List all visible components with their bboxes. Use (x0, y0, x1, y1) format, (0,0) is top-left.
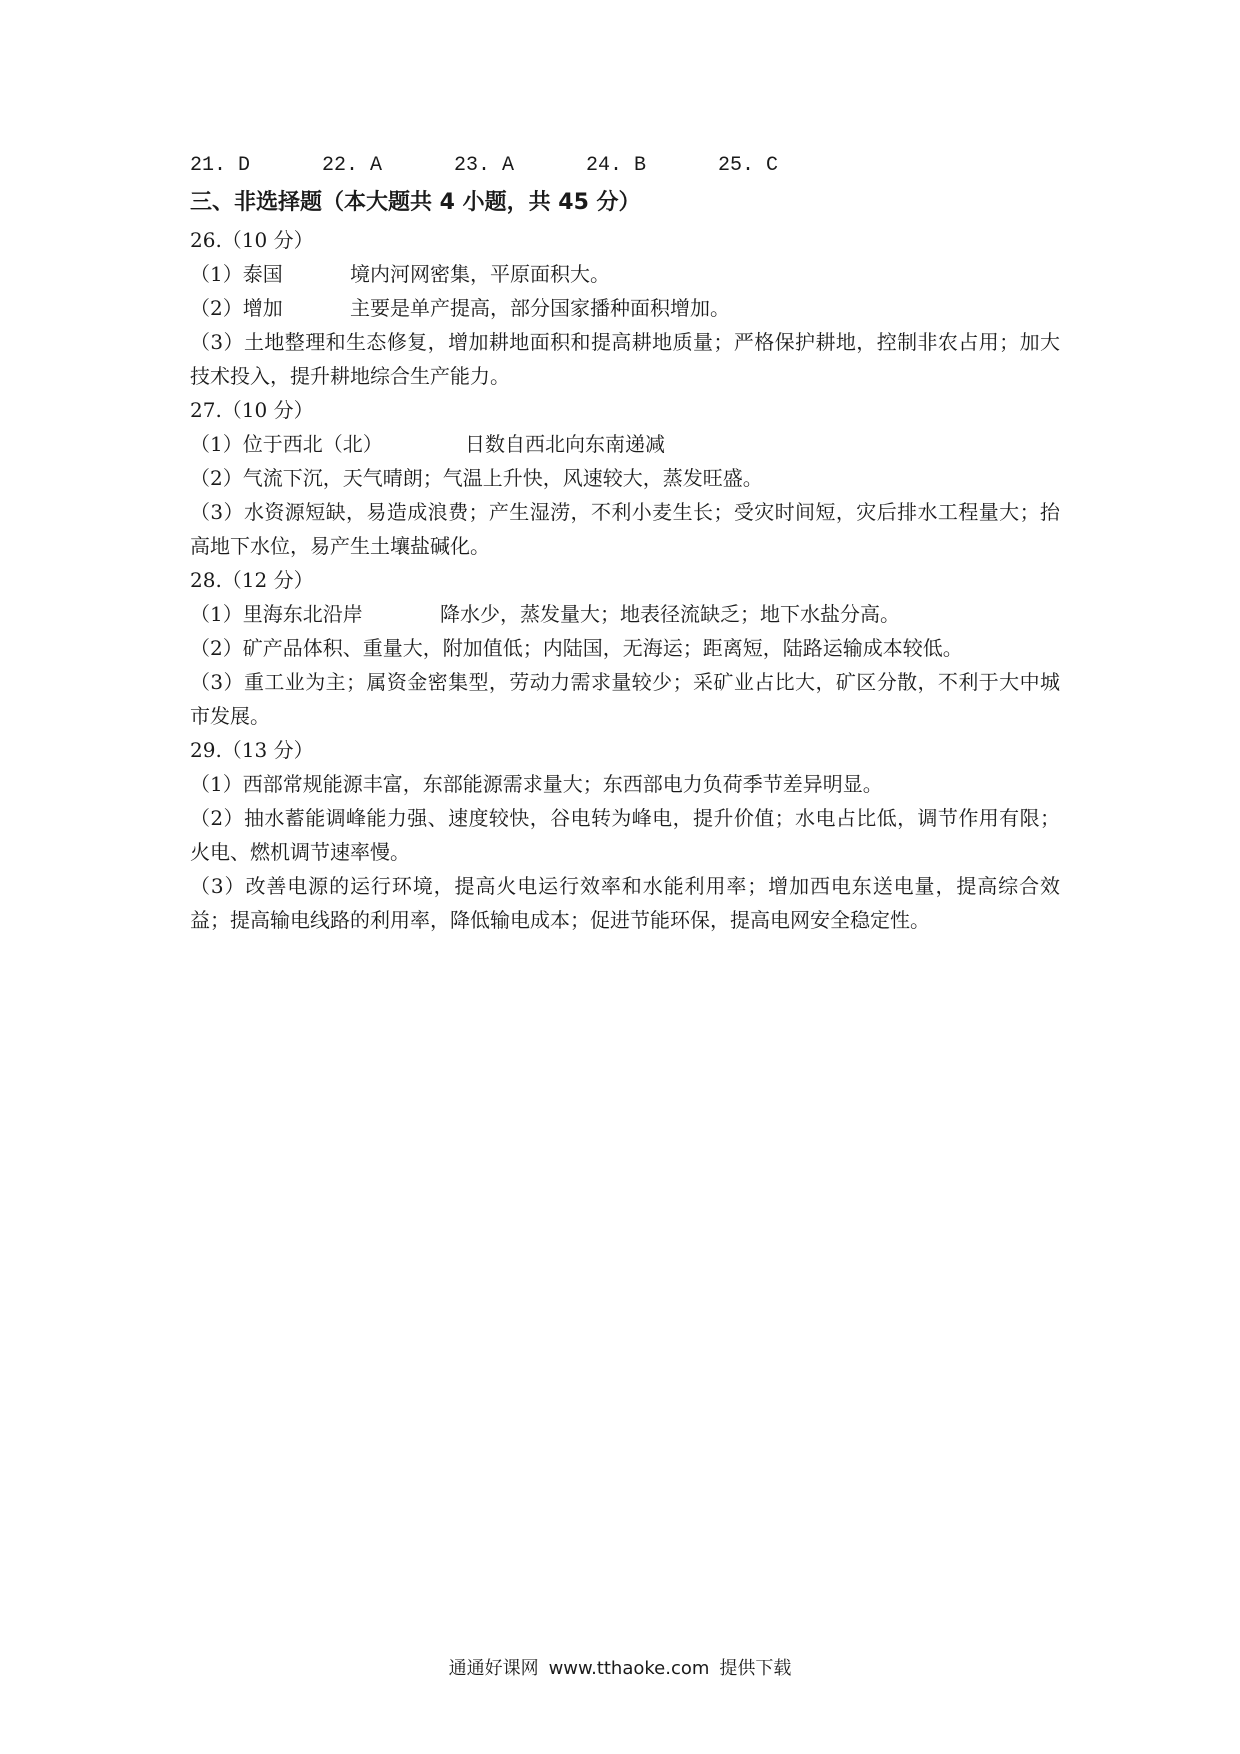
q26-a2-reason: 主要是单产提高，部分国家播种面积增加。 (350, 296, 730, 320)
q27-a1-label: （1）位于西北（北） (190, 432, 383, 456)
mc-answer-23: 23. A (454, 154, 515, 177)
q28-answer-3: （3）重工业为主；属资金密集型，劳动力需求量较少；采矿业占比大，矿区分散，不利于大中城市发展。 (190, 670, 1060, 728)
q27-header: 27.（10 分） (190, 398, 314, 422)
multiple-choice-answers (190, 150, 850, 182)
q26-answer-2 (190, 291, 1060, 325)
footer-note: 提供下载 (719, 1658, 792, 1679)
q27-a1-reason: 日数自西北向东南递减 (465, 432, 665, 456)
q27-answer-2: （2）气流下沉，天气晴朗；气温上升快，风速较大，蒸发旺盛。 (190, 466, 763, 490)
footer-site-name: 通通好课网 (448, 1658, 539, 1679)
q28-header: 28.（12 分） (190, 568, 314, 592)
q26-answer-3: （3）土地整理和生态修复，增加耕地面积和提高耕地质量；严格保护耕地，控制非农占用；加大技术投入，提升耕地综合生产能力。 (190, 330, 1060, 388)
q29-header: 29.（13 分） (190, 738, 314, 762)
q29-answer-2: （2）抽水蓄能调峰能力强、速度较快，谷电转为峰电，提升价值；水电占比低，调节作用有限；火电、燃机调节速率慢。 (190, 806, 1060, 864)
q26-a1-reason: 境内河网密集，平原面积大。 (350, 262, 610, 286)
q29-answer-3: （3）改善电源的运行环境，提高火电运行效率和水能利用率；增加西电东送电量，提高综合效益；提高输电线路的利用率，降低输电成本；促进节能环保，提高电网安全稳定性。 (190, 874, 1060, 932)
q28-a1-label: （1）里海东北沿岸 (190, 602, 363, 626)
q26-a2-label: （2）增加 (190, 296, 283, 320)
q28-answer-2: （2）矿产品体积、重量大，附加值低；内陆国，无海运；距离短，陆路运输成本较低。 (190, 636, 963, 660)
q26-header: 26.（10 分） (190, 228, 314, 252)
mc-answer-24: 24. B (586, 154, 647, 177)
q26-a1-label: （1）泰国 (190, 262, 283, 286)
q26-answer-1 (190, 257, 1060, 291)
q29-answer-1: （1）西部常规能源丰富，东部能源需求量大；东西部电力负荷季节差异明显。 (190, 772, 883, 796)
q27-answer-1 (190, 427, 1060, 461)
section-title: 三、非选择题（本大题共 4 小题，共 45 分） (190, 190, 641, 215)
q28-answer-1 (190, 597, 1060, 631)
q28-a1-reason: 降水少，蒸发量大；地表径流缺乏；地下水盐分高。 (440, 602, 900, 626)
q27-answer-3: （3）水资源短缺，易造成浪费；产生湿涝，不利小麦生长；受灾时间短，灾后排水工程量大；抬高地下水位，易产生土壤盐碱化。 (190, 500, 1060, 558)
mc-answer-21: 21. D (190, 154, 251, 177)
mc-answer-22: 22. A (322, 154, 383, 177)
footer-site-url[interactable]: www.tthaoke.com (548, 1658, 710, 1679)
answers-content (190, 223, 1060, 937)
page-footer (0, 1655, 1240, 1683)
mc-answer-25: 25. C (718, 154, 779, 177)
